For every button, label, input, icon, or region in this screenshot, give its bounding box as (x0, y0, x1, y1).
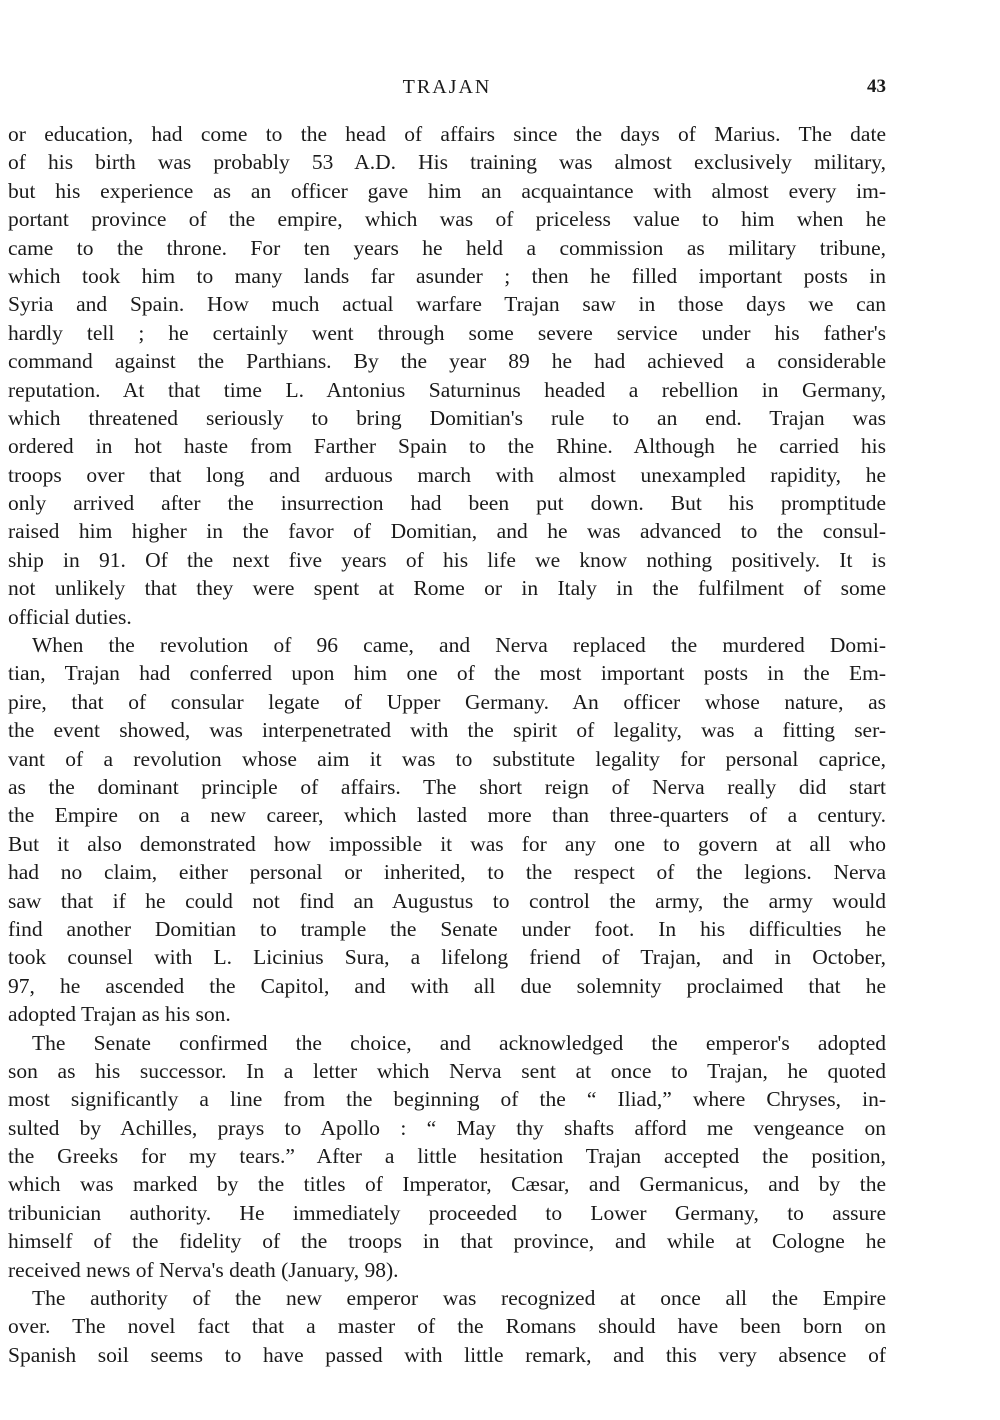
text-line: When the revolution of 96 came, and Nerva replaced the murdered Domi- (32, 633, 886, 658)
text-line: of his birth was probably 53 A.D. His training was almost exclusively military, (8, 150, 886, 175)
text-line: adopted Trajan as his son. (8, 1002, 231, 1027)
text-line: reputation. At that time L. Antonius Saturninus headed a rebellion in Germany, (8, 377, 886, 402)
page-number: 43 (867, 76, 886, 97)
text-line: over. The novel fact that a master of the Romans should have been born on (8, 1314, 886, 1339)
text-line: But it also demonstrated how impossible it was for any one to govern at all who (8, 831, 886, 856)
text-line: son as his successor. In a letter which Nerva sent at once to Trajan, he quoted (8, 1058, 886, 1083)
text-line: the Greeks for my tears.” After a little hesitation Trajan accepted the position, (8, 1144, 886, 1169)
text-line: himself of the fidelity of the troops in that province, and while at Cologne he (8, 1229, 886, 1254)
text-line: official duties. (8, 604, 132, 629)
text-line: which took him to many lands far asunder ; then he filled important posts in (8, 263, 886, 288)
text-line: which threatened seriously to bring Domitian's rule to an end. Trajan was (8, 405, 886, 430)
paragraph (8, 120, 886, 631)
text-line: received news of Nerva's death (January, 98). (8, 1257, 399, 1282)
text-line: the Empire on a new career, which lasted more than three-quarters of a century. (8, 803, 886, 828)
text-line: Syria and Spain. How much actual warfare Trajan saw in those days we can (8, 292, 886, 317)
text-line: as the dominant principle of affairs. The short reign of Nerva really did start (8, 774, 886, 799)
text-line: had no claim, either personal or inherited, to the respect of the legions. Nerva (8, 860, 886, 885)
text-line: ship in 91. Of the next five years of his life we know nothing positively. It is (8, 547, 886, 572)
text-line: portant province of the empire, which was of priceless value to him when he (8, 207, 886, 232)
text-line: tribunician authority. He immediately proceeded to Lower Germany, to assure (8, 1200, 886, 1225)
body-text (8, 120, 886, 1369)
text-line: raised him higher in the favor of Domitian, and he was advanced to the consul- (8, 519, 886, 544)
text-line: 97, he ascended the Capitol, and with all due solemnity proclaimed that he (8, 973, 886, 998)
text-line: most significantly a line from the beginning of the “ Iliad,” where Chryses, in- (8, 1087, 886, 1112)
text-line: ordered in hot haste from Farther Spain to the Rhine. Although he carried his (8, 434, 886, 459)
text-line: but his experience as an officer gave him an acquaintance with almost every im- (8, 178, 886, 203)
text-line: vant of a revolution whose aim it was to substitute legality for personal caprice, (8, 746, 886, 771)
text-line: find another Domitian to trample the Senate under foot. In his difficulties he (8, 916, 886, 941)
text-line: The Senate confirmed the choice, and acknowledged the emperor's adopted (32, 1030, 886, 1055)
text-line: sulted by Achilles, prays to Apollo : “ May thy shafts afford me vengeance on (8, 1115, 886, 1140)
text-line: Spanish soil seems to have passed with little remark, and this very absence of (8, 1342, 886, 1367)
running-title: TRAJAN (402, 76, 492, 98)
text-line: hardly tell ; he certainly went through some severe service under his father's (8, 320, 886, 345)
paragraph (8, 1284, 886, 1369)
text-line: which was marked by the titles of Imperator, Cæsar, and Germanicus, and by the (8, 1172, 886, 1197)
text-line: pire, that of consular legate of Upper Germany. An officer whose nature, as (8, 689, 886, 714)
running-head (8, 76, 886, 104)
text-line: the event showed, was interpenetrated with the spirit of legality, was a fitting ser- (8, 718, 886, 743)
text-line: troops over that long and arduous march with almost unexampled rapidity, he (8, 462, 886, 487)
text-line: The authority of the new emperor was recognized at once all the Empire (32, 1286, 886, 1311)
text-line: command against the Parthians. By the year 89 he had achieved a considerable (8, 349, 886, 374)
text-line: came to the throne. For ten years he held a commission as military tribune, (8, 235, 886, 260)
text-line: tian, Trajan had conferred upon him one of the most important posts in the Em- (8, 661, 886, 686)
paragraph (8, 631, 886, 1028)
text-line: saw that if he could not find an Augustus to control the army, the army would (8, 888, 886, 913)
paragraph (8, 1029, 886, 1285)
text-line: not unlikely that they were spent at Rome or in Italy in the fulfilment of some (8, 576, 886, 601)
text-line: only arrived after the insurrection had been put down. But his promptitude (8, 491, 886, 516)
text-line: took counsel with L. Licinius Sura, a lifelong friend of Trajan, and in October, (8, 945, 886, 970)
text-line: or education, had come to the head of affairs since the days of Marius. The date (8, 122, 886, 146)
